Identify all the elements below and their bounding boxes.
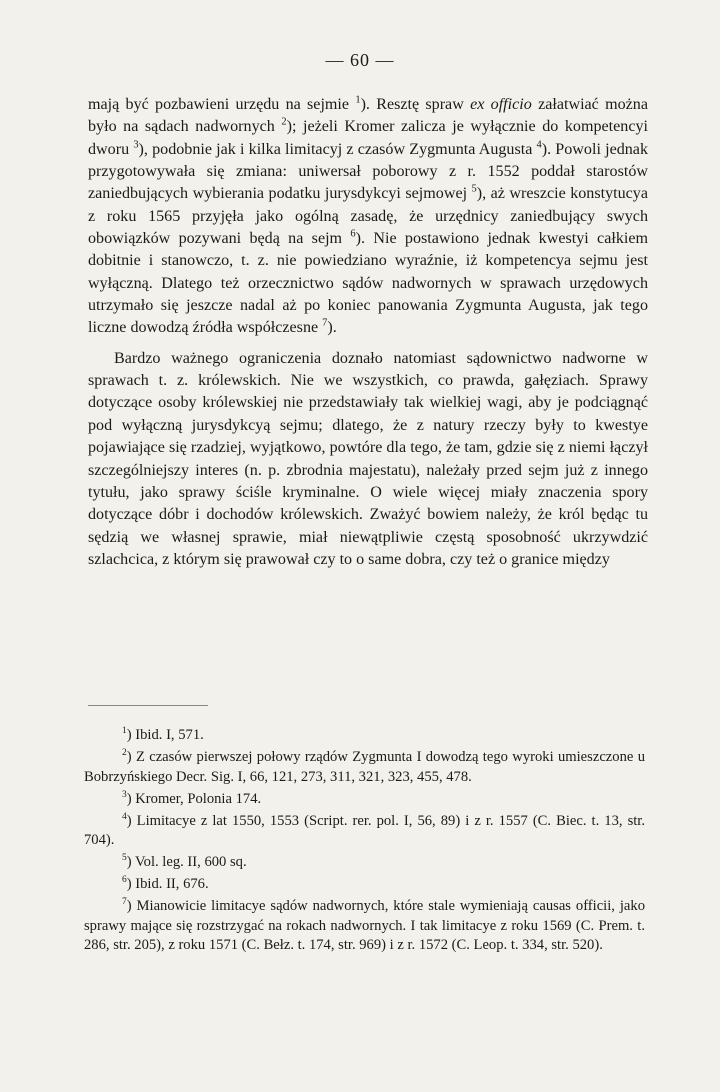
footnote-mark: 7 [122,897,127,908]
footnote-1 [80,726,645,746]
footnote-text: ) Z czasów pierwszej połowy rządów Zygmunta I dowodzą tego wyroki umieszczone u Bobrzyńskiego Decr. Sig. I, 66, 121, 273, 311, 321, 323, 455, 478. [84,748,645,785]
footnote-text: ) Limitacye z lat 1550, 1553 (Script. rer. pol. I, 56, 89) i z r. 1557 (C. Biec. t. 13, str. 704). [84,812,645,849]
footnote-ref: 7 [322,318,328,330]
footnote-text: ) Ibid. II, 676. [126,876,209,893]
footnote-mark: 6 [122,875,127,886]
footnote-3 [80,790,645,810]
main-text [88,94,648,571]
italic-phrase: ex officio [470,96,532,113]
paragraph-text: załatwiać można było na sądach nadwornych [88,96,648,136]
footnote-divider [88,705,208,706]
footnote-mark: 3 [122,789,127,800]
paragraph-1 [88,94,648,340]
paragraph-text: ); jeżeli Kromer zalicza je wyłącznie do kompetencyi dworu [88,118,648,158]
footnote-text: ) Ibid. I, 571. [126,727,204,743]
footnote-5 [80,853,645,873]
footnote-mark: 4 [122,811,127,822]
footnote-7 [80,897,645,956]
footnote-ref: 1 [355,94,361,106]
footnote-mark: 2 [122,748,127,759]
footnote-ref: 6 [350,228,356,240]
footnote-text: ) Vol. leg. II, 600 sq. [126,854,247,871]
paragraph-text: ). Nie postawiono jednak kwestyi całkiem dobitnie i stanowczo, t. z. nie powiedziano wyraźnie, iż kompetencya sejmu jest wyłączną. Dlatego też orzecznictwo sądów nadwornych w sprawach urzędowych utrzymało się jeszcze nadal aż po koniec panowania Zygmunta Augusta, jak tego liczne dowodzą źródła współczesne [88,230,648,337]
paragraph-text: mają być pozbawieni urzędu na sejmie [88,96,356,113]
footnote-4 [80,812,645,851]
footnote-ref: 3 [133,139,139,151]
paragraph-text: ), podobnie jak i kilka limitacyj z czasów Zygmunta Augusta [138,140,537,158]
footnote-ref: 5 [471,184,477,196]
footnote-mark: 5 [122,853,127,864]
paragraph-2: Bardzo ważnego ograniczenia doznało natomiast sądownictwo nadworne w sprawach t. z. królewskich. Nie we wszystkich, co prawda, gałęziach. Sprawy dotyczące osoby królewskiej nie przedstawiały tak wielkiej wagi, aby je podciągnąć pod wyłączną jurysdykcyą sejmu; dlatego, że z natury rzeczy były to kwestye pojawiające się rzadziej, wyjątkowo, powtóre dla tego, że tam, gdzie się z niemi łączył szczególniejszy interes (n. p. zbrodnia majestatu), należały przed sejm już z innego tytułu, jako sprawy ściśle kryminalne. O wiele więcej miały znaczenia spory dotyczące dóbr i dochodów królewskich. Zważyć bowiem należy, że król będąc tu sędzią we własnej sprawie, miał niewątpliwie częstą sposobność ukrzywdzić szlachcica, z którym się prawował czy to o same dobra, czy też o granice między [88,349,648,568]
page-number: — 60 — [325,50,395,70]
footnote-ref: 4 [536,139,542,151]
footnote-text: ) Mianowicie limitacye sądów nadwornych, które stale wymieniają causas officii, jako sprawy mające się rozstrzygać na rokach nadwornych. I tak limitacye z roku 1569 (C. Prem. t. 286, str. 205), z roku 1571 (C. Bełz. t. 174, str. 969) i z r. 1572 (C. Leop. t. 334, str. 520). [84,898,645,954]
footnote-2 [80,748,645,787]
footnote-6 [80,875,645,895]
footnote-text: ) Kromer, Polonia 174. [126,790,262,807]
footnote-ref: 2 [281,116,287,128]
paragraph-text: ). Resztę spraw [360,96,471,113]
footnote-mark: 1 [122,726,127,737]
paragraph-text: ), aż wreszcie konstytucya z roku 1565 przyjęła jako ogólną zasadę, że urzędnicy zaniedbujący swych obowiązków pozywani będą na sejm [88,185,648,248]
paragraph-text: ). Powoli jednak przygotowywała się zmiana: uniwersał poborowy z r. 1552 poddał starostów zaniedbujących wybierania podatku jurysdykcyi sejmowej [88,140,648,203]
footnotes [80,726,645,958]
paragraph-text: ). [327,319,337,337]
